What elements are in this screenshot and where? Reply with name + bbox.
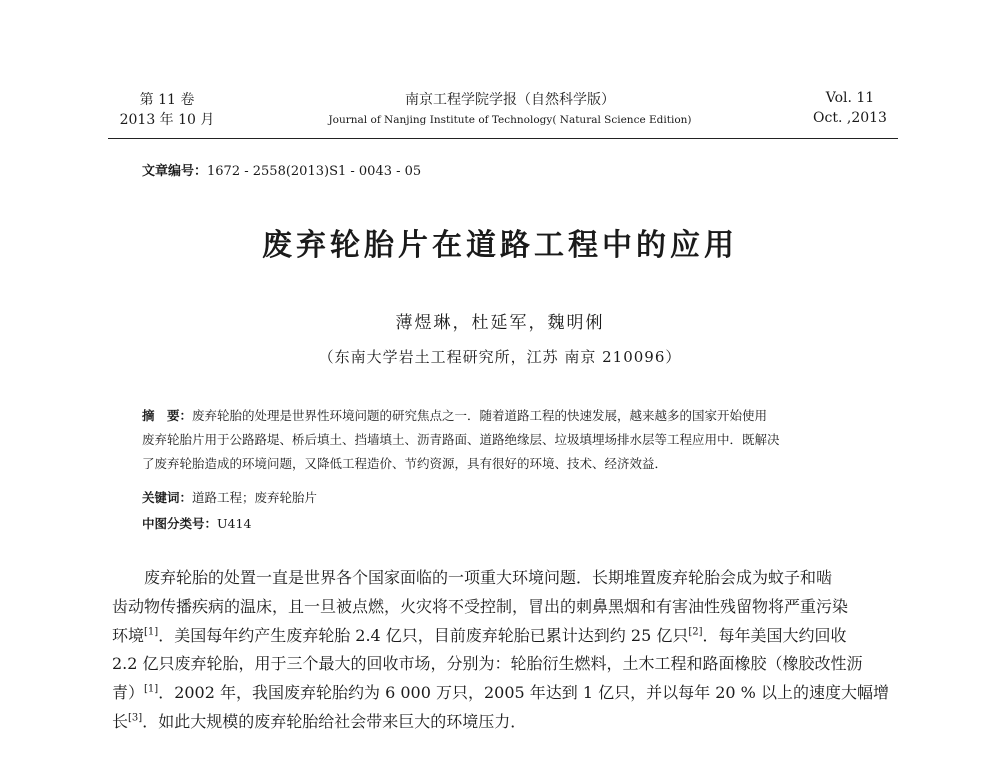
authors: 薄煜琳，杜延军，魏明俐: [395, 313, 605, 333]
body-line: 废弃轮胎的处置一直是世界各个国家面临的一项重大环境问题．长期堆置废弃轮胎会成为蚊子和啮: [144, 568, 833, 587]
keywords-value: 道路工程；废弃轮胎片: [192, 490, 318, 505]
header-rule: [108, 138, 898, 139]
keywords-label: 关键词：: [142, 490, 193, 505]
article-title: 废弃轮胎片在道路工程中的应用: [262, 228, 738, 263]
classification-label: 中图分类号：: [142, 516, 218, 531]
citation-ref: [3]: [128, 712, 143, 724]
header-center: [300, 90, 720, 128]
issue-number: 第 11 卷: [139, 92, 195, 108]
classification: [142, 514, 251, 532]
body-line: 长[3]．如此大规模的废弃轮胎给社会带来巨大的环境压力．: [112, 711, 527, 731]
article-number-label: 文章编号：: [142, 164, 208, 179]
abstract-label: 摘 要：: [142, 408, 193, 423]
volume-en: Vol. 11: [825, 90, 875, 106]
body-line: 环境[1]．美国每年约产生废弃轮胎 2.4 亿只，目前废弃轮胎已累计达到约 25 亿只[2]．每年美国大约回收: [112, 625, 847, 645]
keywords: [142, 488, 317, 506]
header-right: [800, 88, 900, 128]
journal-name-cn: 南京工程学院学报（自然科学版）: [405, 92, 615, 108]
abstract: [142, 404, 892, 476]
journal-name-en: Journal of Nanjing Institute of Technology( Natural Science Edition): [328, 114, 692, 126]
affiliation: （东南大学岩土工程研究所，江苏 南京 210096）: [318, 348, 682, 366]
classification-value: U414: [217, 516, 252, 531]
body-line: 2.2 亿只废弃轮胎，用于三个最大的回收市场，分别为：轮胎衍生燃料，土木工程和路面橡胶（橡胶改性沥: [112, 654, 863, 674]
citation-ref: [1]: [144, 626, 159, 638]
issue-date: 2013 年 10 月: [119, 112, 215, 128]
article-number-value: 1672 - 2558(2013)S1 - 0043 - 05: [207, 164, 422, 179]
abstract-line: 废弃轮胎片用于公路路堤、桥后填土、挡墙填土、沥青路面、道路绝缘层、垃圾填埋场排水层等工程应用中．既解决: [142, 432, 780, 447]
body-text: [112, 564, 900, 737]
article-number: [142, 160, 421, 179]
body-line: 青）[1]．2002 年，我国废弃轮胎约为 6 000 万只，2005 年达到 1 亿只，并以每年 20 % 以上的速度大幅增: [112, 683, 889, 703]
header-left: [112, 90, 222, 130]
abstract-line: 了废弃轮胎造成的环境问题，又降低工程造价、节约资源，具有很好的环境、技术、经济效益．: [142, 456, 668, 471]
date-en: Oct. ,2013: [813, 110, 887, 126]
citation-ref: [2]: [688, 626, 703, 638]
abstract-line: 废弃轮胎的处理是世界性环境问题的研究焦点之一．随着道路工程的快速发展，越来越多的国家开始使用: [192, 408, 768, 423]
citation-ref: [1]: [144, 683, 159, 695]
body-line: 齿动物传播疾病的温床，且一旦被点燃，火灾将不受控制，冒出的刺鼻黑烟和有害油性残留物将严重污染: [112, 596, 849, 616]
